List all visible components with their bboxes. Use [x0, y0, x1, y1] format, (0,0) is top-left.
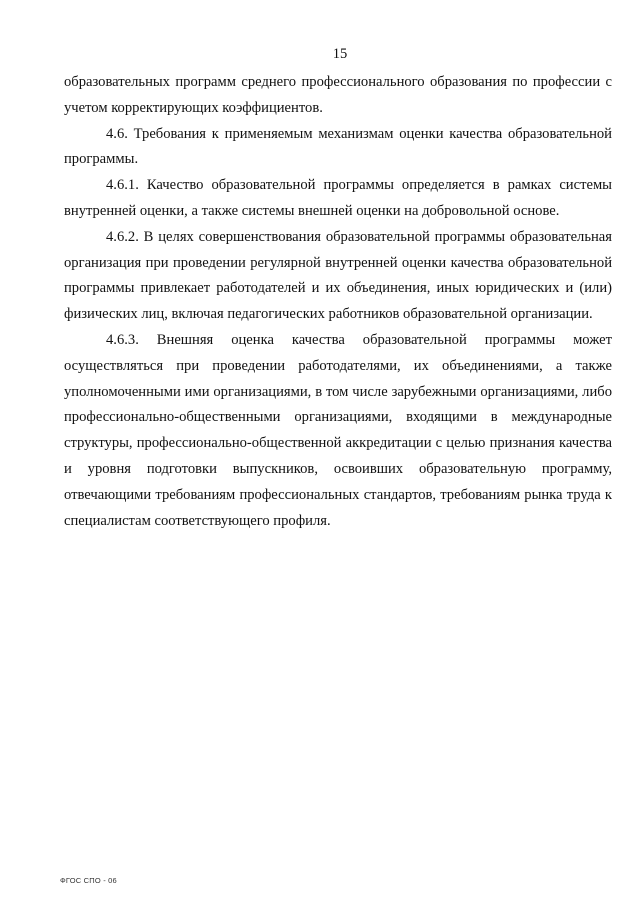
paragraph-4-6: 4.6. Требования к применяемым механизмам оценки качества образовательной программы.	[64, 125, 612, 168]
document-body	[64, 70, 612, 534]
paragraph-4-6-1: 4.6.1. Качество образовательной программы определяется в рамках системы внутренней оценки, а также системы внешней оценки на добровольной основе.	[64, 177, 612, 219]
paragraph-continuation: образовательных программ среднего профессионального образования по профессии с учетом корректирующих коэффициентов.	[64, 74, 612, 116]
page-number: 15	[332, 46, 348, 62]
paragraph-4-6-3: 4.6.3. Внешняя оценка качества образовательной программы может осуществляться при проведении работодателями, их объединениями, а также уполномоченными ими организациями, в том числе зарубежными организациями, либо профессионально-общественными организациями, входящими в международные структуры, профессионально-общественной аккредитации с целью признания качества и уровня подготовки выпускников, освоивших образовательную программу, отвечающими требованиям профессиональных стандартов, требованиям рынка труда к специалистам соответствующего профиля.	[64, 331, 612, 529]
footer-code: ФГОС СПО - 06	[60, 876, 117, 885]
paragraph-4-6-2: 4.6.2. В целях совершенствования образовательной программы образовательная организация при проведении регулярной внутренней оценки качества образовательной программы привлекает работодателей и их объединения, иных юридических и (или) физических лиц, включая педагогических работников образовательной организации.	[64, 228, 612, 323]
